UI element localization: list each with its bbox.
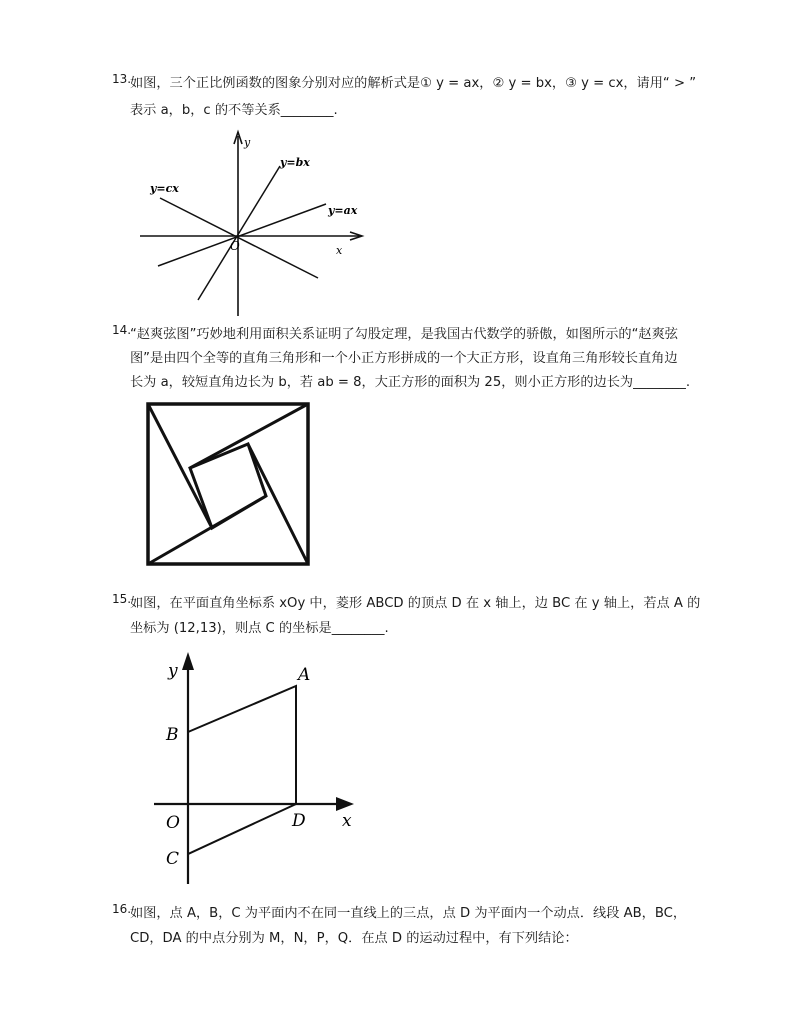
outer-square [148, 404, 308, 564]
rhombus-coordinate-figure [152, 648, 372, 888]
origin-label: O [166, 813, 180, 833]
y-axis-label: y [244, 136, 251, 149]
question-text-line: 图”是由四个全等的直角三角形和一个小正方形拼成的一个大正方形，设直角三角形较长直角边 [130, 351, 678, 366]
x-axis-label: x [336, 244, 343, 257]
question-number: 14. [112, 323, 132, 337]
x-axis-arrow [336, 797, 354, 811]
triangle-edge [190, 404, 308, 468]
point-c-label: C [166, 849, 180, 869]
x-axis-label: x [342, 811, 352, 831]
line-y-cx [160, 198, 318, 278]
point-a-label: A [298, 665, 311, 685]
line-y-ax [158, 204, 326, 266]
proportional-functions-figure [138, 128, 368, 320]
triangle-edge [148, 404, 212, 528]
question-number: 15. [112, 592, 132, 606]
triangle-edge [248, 444, 308, 564]
zhao-shuang-chord-figure [144, 400, 314, 570]
question-number: 13. [112, 72, 132, 86]
point-d-label: D [292, 811, 306, 831]
question-text-line: 如图，三个正比例函数的图象分别对应的解析式是① y = ax，② y = bx，③ y = cx，请用“ > ” [130, 76, 697, 91]
label-y-ax: y=ax [328, 204, 358, 217]
question-text-line: 表示 a，b，c 的不等关系________. [130, 103, 338, 118]
y-axis-label: y [168, 661, 178, 681]
question-text-line: 如图，在平面直角坐标系 xOy 中，菱形 ABCD 的顶点 D 在 x 轴上，边 BC 在 y 轴上，若点 A 的 [130, 596, 701, 611]
question-text-line: 如图，点 A，B，C 为平面内不在同一直线上的三点，点 D 为平面内一个动点．线段 AB，BC， [130, 906, 687, 921]
question-text-line: CD，DA 的中点分别为 M，N，P，Q．在点 D 的运动过程中，有下列结论： [130, 931, 578, 946]
point-b-label: B [166, 725, 179, 745]
label-y-cx: y=cx [150, 182, 179, 195]
y-axis-arrow [182, 652, 194, 670]
question-text-line: 坐标为 (12,13)，则点 C 的坐标是________. [130, 621, 389, 636]
question-text-line: 长为 a，较短直角边长为 b，若 ab = 8，大正方形的面积为 25，则小正方形的边长为________. [130, 375, 691, 390]
line-y-bx [198, 166, 280, 300]
rhombus-abcd [188, 686, 296, 854]
origin-label: O [230, 239, 240, 253]
question-number: 16. [112, 902, 132, 916]
label-y-bx: y=bx [280, 156, 310, 169]
question-text-line: “赵爽弦图”巧妙地利用面积关系证明了勾股定理，是我国古代数学的骄傲，如图所示的“赵爽弦 [130, 327, 678, 342]
